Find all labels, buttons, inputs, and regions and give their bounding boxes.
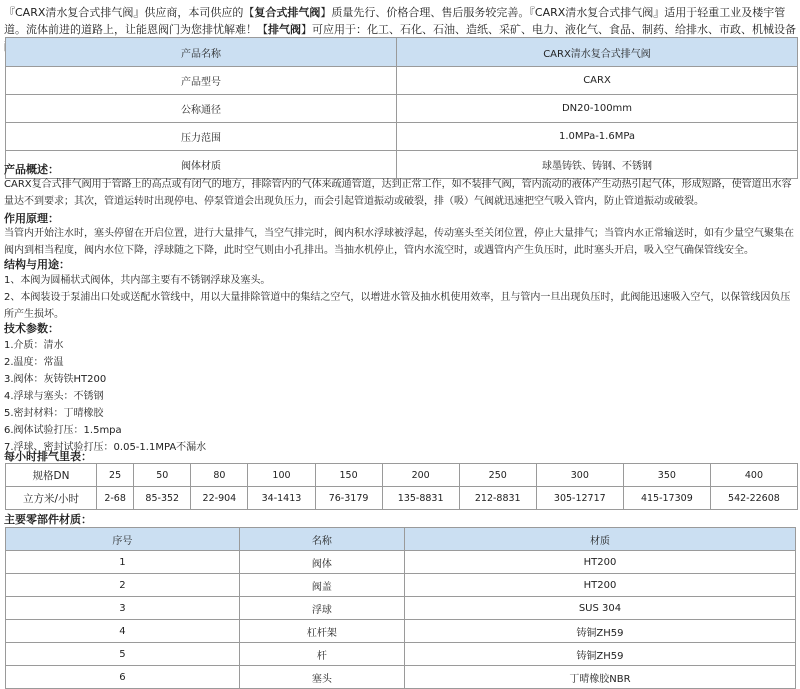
spec-value: 球墨铸铁、铸钢、不锈钢 bbox=[397, 151, 798, 179]
parts-material: HT200 bbox=[404, 574, 795, 597]
table-row bbox=[6, 151, 798, 179]
table-row bbox=[6, 574, 796, 597]
parts-name: 浮球 bbox=[239, 597, 404, 620]
flow-cell: 350 bbox=[623, 464, 710, 487]
structure-item: 1、本阀为圆桶状式阀体，共内部主要有不锈钢浮球及塞头。 bbox=[4, 275, 271, 286]
flow-cell: 415-17309 bbox=[623, 487, 710, 510]
flow-cell: 22-904 bbox=[191, 487, 248, 510]
parts-name: 阀盖 bbox=[239, 574, 404, 597]
spec-table-header bbox=[6, 38, 798, 67]
parts-header-cell: 序号 bbox=[6, 528, 240, 551]
tech-item: 3.阀体：灰铸铁HT200 bbox=[4, 374, 107, 385]
overview-title: 产品概述： bbox=[4, 163, 59, 176]
flow-row-label: 规格DN bbox=[6, 464, 97, 487]
parts-material: 铸铜ZH59 bbox=[404, 620, 795, 643]
spec-table bbox=[5, 37, 798, 179]
flow-cell: 50 bbox=[134, 464, 191, 487]
tech-item: 4.浮球与塞头：不锈钢 bbox=[4, 391, 104, 402]
flow-cell: 150 bbox=[315, 464, 382, 487]
structure-item: 2、本阀装设于泵浦出口处或送配水管线中，用以大量排除管道中的集结之空气，以增进水管及抽水机使用效率，且与管内一旦出现负压时，此阀能迅速吸入空气，以保管线因负压所产生损坏。 bbox=[4, 292, 791, 320]
tech-list bbox=[4, 337, 206, 456]
tech-item: 6.阀体试验打压：1.5mpa bbox=[4, 425, 122, 436]
flow-table bbox=[5, 463, 798, 510]
parts-no: 3 bbox=[6, 597, 240, 620]
parts-name: 杠杆架 bbox=[239, 620, 404, 643]
flow-cell: 2-68 bbox=[97, 487, 134, 510]
flow-cell: 135-8831 bbox=[382, 487, 459, 510]
tech-item: 1.介质：清水 bbox=[4, 340, 64, 351]
parts-material: SUS 304 bbox=[404, 597, 795, 620]
spec-value: 1.0MPa-1.6MPa bbox=[397, 123, 798, 151]
parts-no: 5 bbox=[6, 643, 240, 666]
parts-material: HT200 bbox=[404, 551, 795, 574]
principle-title: 作用原理： bbox=[4, 212, 59, 225]
flow-cell: 25 bbox=[97, 464, 134, 487]
parts-header-cell: 材质 bbox=[404, 528, 795, 551]
parts-table bbox=[5, 527, 796, 689]
spec-label: 公称通径 bbox=[6, 95, 397, 123]
flow-cell: 85-352 bbox=[134, 487, 191, 510]
parts-header-cell: 名称 bbox=[239, 528, 404, 551]
parts-no: 2 bbox=[6, 574, 240, 597]
parts-name: 塞头 bbox=[239, 666, 404, 689]
principle-text: 当管内开始注水时，塞头停留在开启位置，进行大量排气，当空气排完时，阀内积水浮球被浮起，传动塞头至关闭位置，停止大量排气；当管内水正常输送时，如有少量空气聚集在阀内到相当程度，阀内水位下降，浮球随之下降，此时空气则由小孔排出。当抽水机停止，管内水流空时，或遇管内产生负压时，此时塞头开启，吸入空气确保管线安全。 bbox=[4, 228, 794, 256]
spec-label: 阀体材质 bbox=[6, 151, 397, 179]
tech-title: 技术参数： bbox=[4, 322, 59, 335]
table-row bbox=[6, 666, 796, 689]
intro-text-1: 『CARX清水复合式排气阀』供应商，本司供应的【 bbox=[4, 6, 255, 19]
overview-text: CARX复合式排气阀用于管路上的高点或有闭气的地方，排除管内的气体来疏通管道，达到正常工作，如不装排气阀，管内流动的液体产生动热引起气体，形成短路，使管道出水容量达不到要求；其次，管道运转时出现停电、停泵管道会出现负压力，而会引起管道振动或破裂，排（吸）气阀就迅速把空气吸入管内，防止管道振动或破裂。 bbox=[4, 179, 792, 207]
flow-cell: 200 bbox=[382, 464, 459, 487]
structure-title: 结构与用途： bbox=[4, 258, 70, 271]
parts-name: 阀体 bbox=[239, 551, 404, 574]
table-row bbox=[6, 67, 798, 95]
flow-cell: 305-12717 bbox=[536, 487, 623, 510]
tech-item: 7.浮球、密封试验打压：0.05-1.1MPA不漏水 bbox=[4, 442, 207, 453]
flow-cell: 400 bbox=[710, 464, 797, 487]
flow-cell: 34-1413 bbox=[248, 487, 315, 510]
tech-item: 2.温度：常温 bbox=[4, 357, 64, 368]
table-row bbox=[6, 597, 796, 620]
intro-bold-2: 排气阀 bbox=[268, 23, 301, 36]
parts-title: 主要零部件材质： bbox=[4, 513, 92, 526]
flow-cell: 300 bbox=[536, 464, 623, 487]
parts-table-header bbox=[6, 528, 796, 551]
intro-text-2: 】质量先行、价格合理、售后服务较完善。『CARX清水复合式排气阀』适用于轻重工业及楼宇管道。流体前进的道路上，让能恩阀门为您排忧解难！【 bbox=[4, 6, 786, 36]
table-row bbox=[6, 487, 798, 510]
table-row bbox=[6, 551, 796, 574]
flow-cell: 542-22608 bbox=[710, 487, 797, 510]
flow-cell: 250 bbox=[459, 464, 536, 487]
table-row bbox=[6, 95, 798, 123]
parts-no: 4 bbox=[6, 620, 240, 643]
table-row bbox=[6, 620, 796, 643]
parts-material: 丁晴橡胶NBR bbox=[404, 666, 795, 689]
parts-no: 6 bbox=[6, 666, 240, 689]
spec-label: 产品型号 bbox=[6, 67, 397, 95]
parts-material: 铸铜ZH59 bbox=[404, 643, 795, 666]
flow-title: 每小时排气里表： bbox=[4, 450, 92, 463]
spec-header-cell: CARX清水复合式排气阀 bbox=[397, 38, 798, 67]
spec-label: 压力范围 bbox=[6, 123, 397, 151]
spec-value: CARX bbox=[397, 67, 798, 95]
flow-row-label: 立方米/小时 bbox=[6, 487, 97, 510]
tech-item: 5.密封材料：丁晴橡胶 bbox=[4, 408, 104, 419]
flow-cell: 76-3179 bbox=[315, 487, 382, 510]
flow-cell: 212-8831 bbox=[459, 487, 536, 510]
table-row bbox=[6, 123, 798, 151]
parts-no: 1 bbox=[6, 551, 240, 574]
parts-name: 杆 bbox=[239, 643, 404, 666]
spec-value: DN20-100mm bbox=[397, 95, 798, 123]
table-row bbox=[6, 464, 798, 487]
flow-cell: 100 bbox=[248, 464, 315, 487]
table-row bbox=[6, 643, 796, 666]
flow-cell: 80 bbox=[191, 464, 248, 487]
intro-bold-1: 复合式排气阀 bbox=[254, 6, 321, 19]
intro-text-3: 】可应用于：化工、石化、石油、造纸、采矿、电力、液化气、食品、制药、给排水、市政、机械设备 bbox=[301, 23, 796, 36]
spec-header-cell: 产品名称 bbox=[6, 38, 397, 67]
